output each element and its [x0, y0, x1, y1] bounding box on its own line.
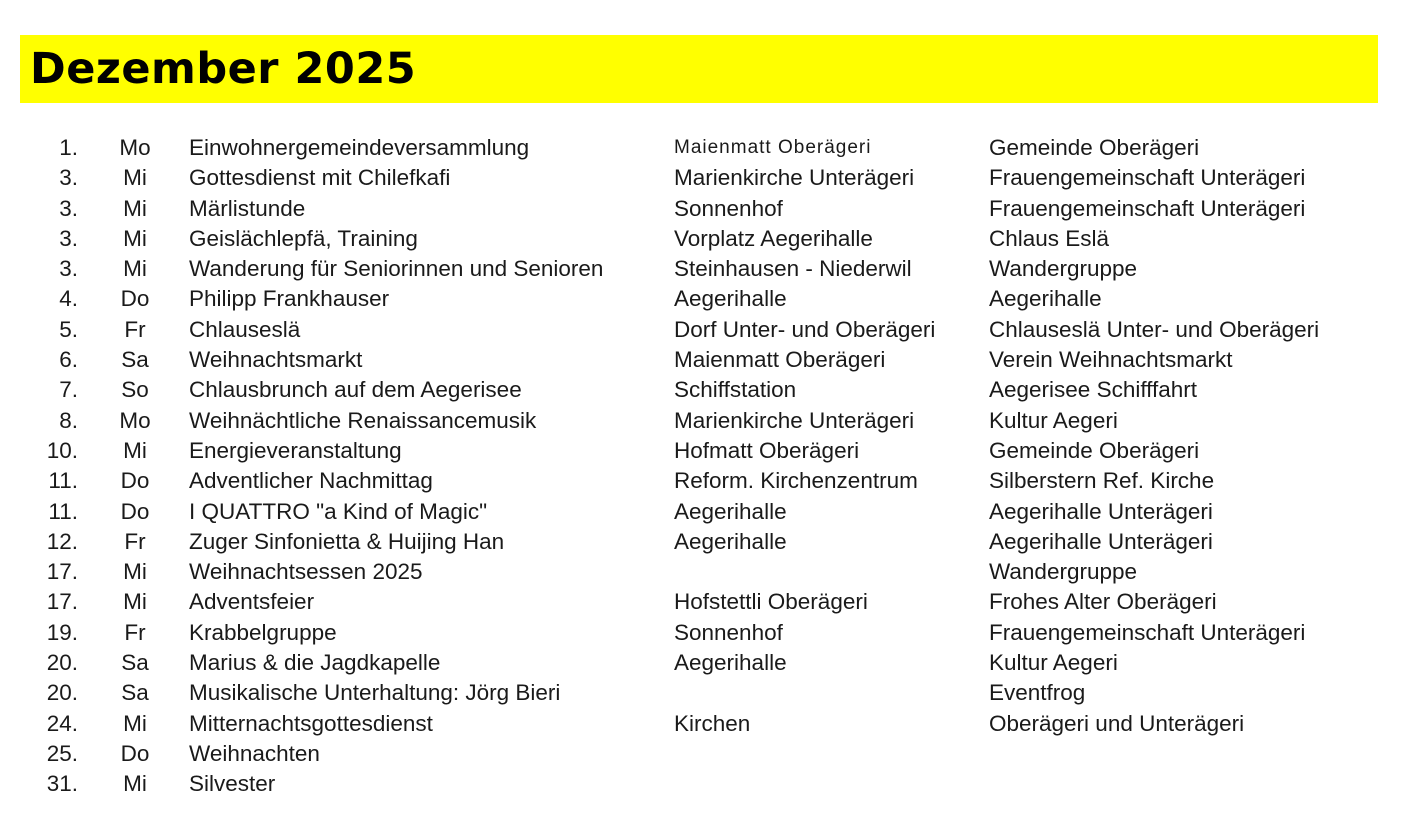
event-title: Musikalische Unterhaltung: Jörg Bieri: [189, 680, 561, 706]
event-location: Aegerihalle: [674, 650, 787, 676]
event-title: Adventlicher Nachmittag: [189, 468, 433, 494]
event-weekday: Sa: [121, 680, 149, 706]
event-location: Maienmatt Oberägeri: [674, 347, 886, 373]
event-title: Energieveranstaltung: [189, 437, 402, 463]
event-weekday: Fr: [124, 528, 146, 554]
event-row: [0, 163, 1413, 193]
event-location: Maienmatt Oberägeri: [674, 137, 872, 158]
event-day: 3.: [59, 195, 78, 221]
event-title: Zuger Sinfonietta & Huijing Han: [189, 528, 505, 554]
event-location: Reform. Kirchenzentrum: [674, 468, 918, 494]
event-day: 25.: [46, 740, 78, 766]
event-day: 3.: [59, 256, 78, 282]
event-title: Gottesdienst mit Chilefkafi: [189, 165, 451, 191]
event-title: Weihnachtsessen 2025: [189, 559, 423, 585]
event-organizer: Gemeinde Oberägeri: [989, 437, 1200, 463]
event-row: [0, 678, 1413, 708]
event-location: Kirchen: [674, 710, 751, 736]
event-day: 12.: [46, 528, 78, 554]
event-organizer: Chlaus Eslä: [989, 225, 1110, 251]
event-day: 20.: [46, 650, 78, 676]
event-organizer: Wandergruppe: [989, 256, 1138, 282]
event-organizer: Kultur Aegeri: [989, 407, 1118, 433]
event-location: Hofstettli Oberägeri: [674, 589, 868, 615]
event-location: Hofmatt Oberägeri: [674, 437, 860, 463]
event-organizer: Aegerisee Schifffahrt: [989, 377, 1198, 403]
event-row: [0, 709, 1413, 739]
event-weekday: Mi: [123, 589, 147, 615]
event-row: [0, 224, 1413, 254]
event-weekday: So: [121, 377, 149, 403]
event-weekday: Fr: [124, 316, 146, 342]
event-weekday: Do: [120, 286, 150, 312]
month-title: Dezember 2025: [30, 44, 417, 94]
event-weekday: Do: [120, 468, 150, 494]
event-location: Aegerihalle: [674, 498, 787, 524]
event-day: 31.: [46, 771, 78, 797]
event-row: [0, 618, 1413, 648]
event-day: 17.: [46, 589, 78, 615]
event-weekday: Mi: [123, 195, 147, 221]
event-day: 24.: [46, 710, 78, 736]
event-row: [0, 345, 1413, 375]
event-organizer: Aegerihalle: [989, 286, 1102, 312]
event-organizer: Wandergruppe: [989, 559, 1138, 585]
event-weekday: Do: [120, 498, 150, 524]
event-organizer: Chlauseslä Unter- und Oberägeri: [989, 316, 1320, 342]
event-location: Steinhausen - Niederwil: [674, 256, 912, 282]
event-location: Sonnenhof: [674, 619, 783, 645]
event-organizer: Frauengemeinschaft Unterägeri: [989, 195, 1306, 221]
event-location: Vorplatz Aegerihalle: [674, 225, 873, 251]
event-title: Marius & die Jagdkapelle: [189, 650, 441, 676]
event-organizer: Kultur Aegeri: [989, 650, 1118, 676]
event-title: Geislächlepfä, Training: [189, 225, 418, 251]
event-day: 1.: [59, 135, 78, 160]
event-day: 17.: [46, 559, 78, 585]
event-title: Chlauseslä: [189, 316, 301, 342]
month-header-bar: [20, 35, 1378, 103]
event-row: [0, 466, 1413, 496]
event-title: Weihnächtliche Renaissancemusik: [189, 407, 537, 433]
event-title: Märlistunde: [189, 195, 306, 221]
event-weekday: Mi: [123, 771, 147, 797]
event-title: I QUATTRO "a Kind of Magic": [189, 498, 488, 524]
event-title: Silvester: [189, 771, 276, 797]
event-row: [0, 587, 1413, 617]
event-row: [0, 557, 1413, 587]
event-title: Einwohnergemeindeversammlung: [189, 135, 530, 160]
event-weekday: Do: [120, 740, 150, 766]
event-row: [0, 648, 1413, 678]
event-title: Wanderung für Seniorinnen und Senioren: [189, 256, 604, 282]
event-organizer: Verein Weihnachtsmarkt: [989, 347, 1233, 373]
event-weekday: Mi: [123, 437, 147, 463]
event-location: Schiffstation: [674, 377, 797, 403]
event-organizer: Gemeinde Oberägeri: [989, 135, 1200, 160]
event-weekday: Mi: [123, 225, 147, 251]
event-weekday: Sa: [121, 347, 149, 373]
event-title: Mitternachtsgottesdienst: [189, 710, 433, 736]
event-title: Weihnachtsmarkt: [189, 347, 363, 373]
event-row: [0, 284, 1413, 314]
event-weekday: Mi: [123, 710, 147, 736]
event-row: [0, 739, 1413, 769]
event-day: 6.: [59, 347, 78, 373]
event-title: Chlausbrunch auf dem Aegerisee: [189, 377, 522, 403]
event-weekday: Mo: [119, 135, 151, 160]
event-organizer: Frauengemeinschaft Unterägeri: [989, 619, 1306, 645]
event-day: 4.: [59, 286, 78, 312]
event-organizer: Silberstern Ref. Kirche: [989, 468, 1215, 494]
event-day: 11.: [48, 468, 78, 494]
event-location: Marienkirche Unterägeri: [674, 407, 915, 433]
event-day: 20.: [46, 680, 78, 706]
event-row: [0, 315, 1413, 345]
event-title: Adventsfeier: [189, 589, 315, 615]
event-day: 19.: [46, 619, 78, 645]
event-row: [0, 194, 1413, 224]
event-row: [0, 406, 1413, 436]
event-location: Marienkirche Unterägeri: [674, 165, 915, 191]
event-row: [0, 375, 1413, 405]
event-location: Sonnenhof: [674, 195, 783, 221]
event-weekday: Sa: [121, 650, 149, 676]
event-title: Krabbelgruppe: [189, 619, 337, 645]
event-organizer: Aegerihalle Unterägeri: [989, 498, 1213, 524]
event-row: [0, 497, 1413, 527]
event-title: Weihnachten: [189, 740, 320, 766]
event-organizer: Eventfrog: [989, 680, 1086, 706]
event-list: [0, 133, 1413, 800]
event-weekday: Mi: [123, 256, 147, 282]
event-location: Dorf Unter- und Oberägeri: [674, 316, 936, 342]
event-weekday: Mo: [119, 407, 151, 433]
event-day: 11.: [48, 498, 78, 524]
event-organizer: Oberägeri und Unterägeri: [989, 710, 1245, 736]
event-location: Aegerihalle: [674, 286, 787, 312]
event-organizer: Aegerihalle Unterägeri: [989, 528, 1213, 554]
event-day: 8.: [59, 407, 78, 433]
event-day: 3.: [59, 165, 78, 191]
event-row: [0, 436, 1413, 466]
event-weekday: Mi: [123, 559, 147, 585]
event-organizer: Frohes Alter Oberägeri: [989, 589, 1217, 615]
event-title: Philipp Frankhauser: [189, 286, 390, 312]
event-day: 5.: [59, 316, 78, 342]
event-day: 7.: [59, 377, 78, 403]
event-weekday: Mi: [123, 165, 147, 191]
event-day: 10.: [46, 437, 78, 463]
event-row: [0, 769, 1413, 799]
event-organizer: Frauengemeinschaft Unterägeri: [989, 165, 1306, 191]
event-row: [0, 254, 1413, 284]
event-row: [0, 133, 1413, 163]
event-location: Aegerihalle: [674, 528, 787, 554]
event-day: 3.: [59, 225, 78, 251]
event-weekday: Fr: [124, 619, 146, 645]
event-row: [0, 527, 1413, 557]
